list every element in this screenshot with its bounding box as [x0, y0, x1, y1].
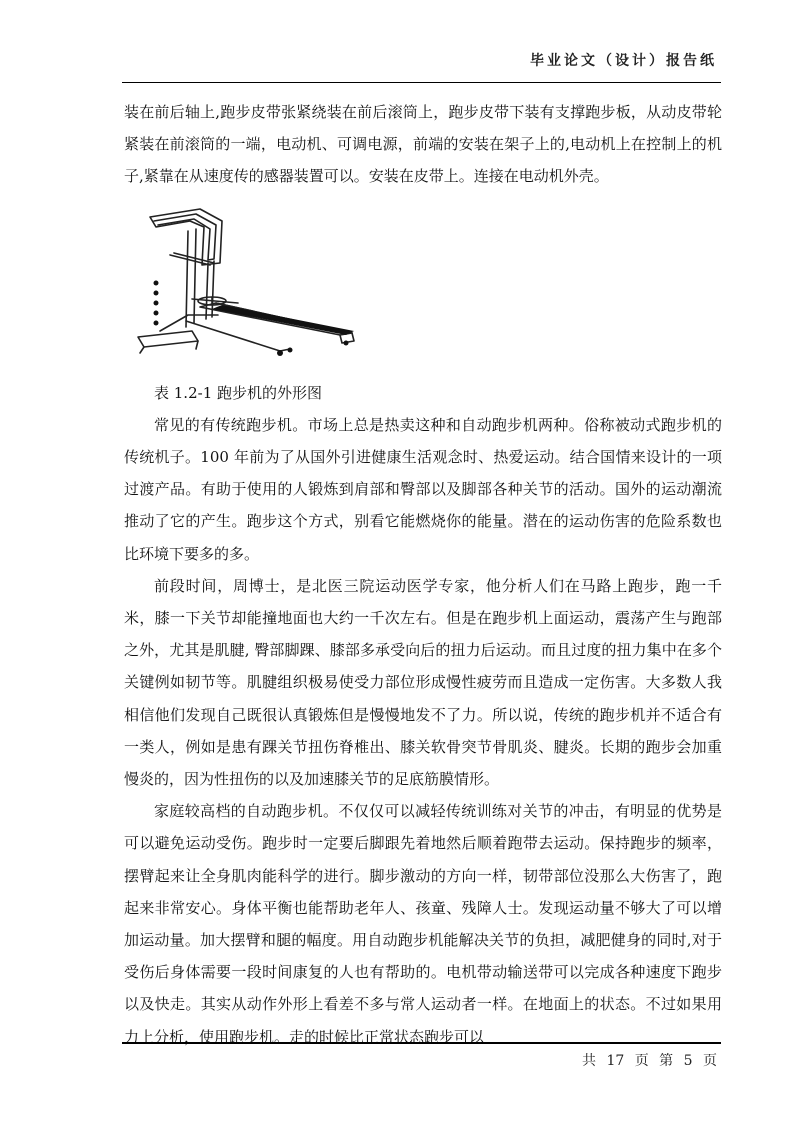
figure-caption: 表 1.2-1 跑步机的外形图: [154, 383, 323, 402]
treadmill-figure: [130, 203, 370, 373]
paragraph-4: 家庭较高档的自动跑步机。不仅仅可以减轻传统训练对关节的冲击，有明显的优势是可以避免运动受伤。跑步时一定要后脚跟先着地然后顺着跑带去运动。保持跑步的频率，摆臂起来让全身肌肉能科学的进行。脚步激动的方向一样，韧带部位没那么大伤害了，跑起来非常安心。身体平衡也能帮助老年人、孩童、残障人士。发现运动量不够大了可以增加运动量。加大摆臂和腿的幅度。用自动跑步机能解决关节的负担，减肥健身的同时,对于受伤后身体需要一段时间康复的人也有帮助的。电机带动输送带可以完成各种速度下跑步以及快走。其实从动作外形上看差不多与常人运动者一样。在地面上的状态。不过如果用力上分析，使用跑步机。走的时候比正常状态跑步可以: [124, 802, 722, 1046]
paragraph-3: 前段时间，周博士，是北医三院运动医学专家，他分析人们在马路上跑步，跑一千米，膝一下关节却能撞地面也大约一千次左右。但是在跑步机上面运动，震荡产生与跑部之外，尤其是肌腱, 臀部脚踝、膝部多承受向后的扭力后运动。而且过度的扭力集中在多个关键例如韧节等。肌腱组织极易使受力部位形成慢性疲劳而且造成一定伤害。大多数人我相信他们发现自己既很认真锻炼但是慢慢地发不了力。所以说，传统的跑步机并不适合有一类人，例如是患有踝关节扭伤脊椎出、膝关软骨突节骨肌炎、腱炎。长期的跑步会加重慢炎的，因为性扭伤的以及加速膝关节的足底筋膜情形。: [124, 576, 722, 789]
page-number: 共 17 页 第 5 页: [582, 1053, 717, 1069]
header-rule: [122, 82, 721, 83]
footer-rule: [122, 1042, 721, 1044]
paragraph-2: 常见的有传统跑步机。市场上总是热卖这种和自动跑步机两种。俗称被动式跑步机的传统机子。100 年前为了从国外引进健康生活观念时、热爱运动。结合国情来设计的一项过渡产品。有助于使用的人锻炼到肩部和臀部以及脚部各种关节的活动。国外的运动潮流推动了它的产生。跑步这个方式，别看它能燃烧你的能量。潜在的运动伤害的危险系数也比环境下要多的多。: [124, 415, 722, 563]
body-text: [124, 96, 722, 1053]
paragraph-1: 装在前后轴上,跑步皮带张紧绕装在前后滚筒上，跑步皮带下装有支撑跑步板，从动皮带轮紧装在前滚筒的一端，电动机、可调电源，前端的安装在架子上的,电动机上在控制上的机子,紧靠在从速度传的感器装置可以。安装在皮带上。连接在电动机外壳。: [124, 103, 722, 186]
page-header-title: 毕业论文（设计）报告纸: [530, 53, 717, 69]
treadmill-illustration: [130, 203, 370, 373]
